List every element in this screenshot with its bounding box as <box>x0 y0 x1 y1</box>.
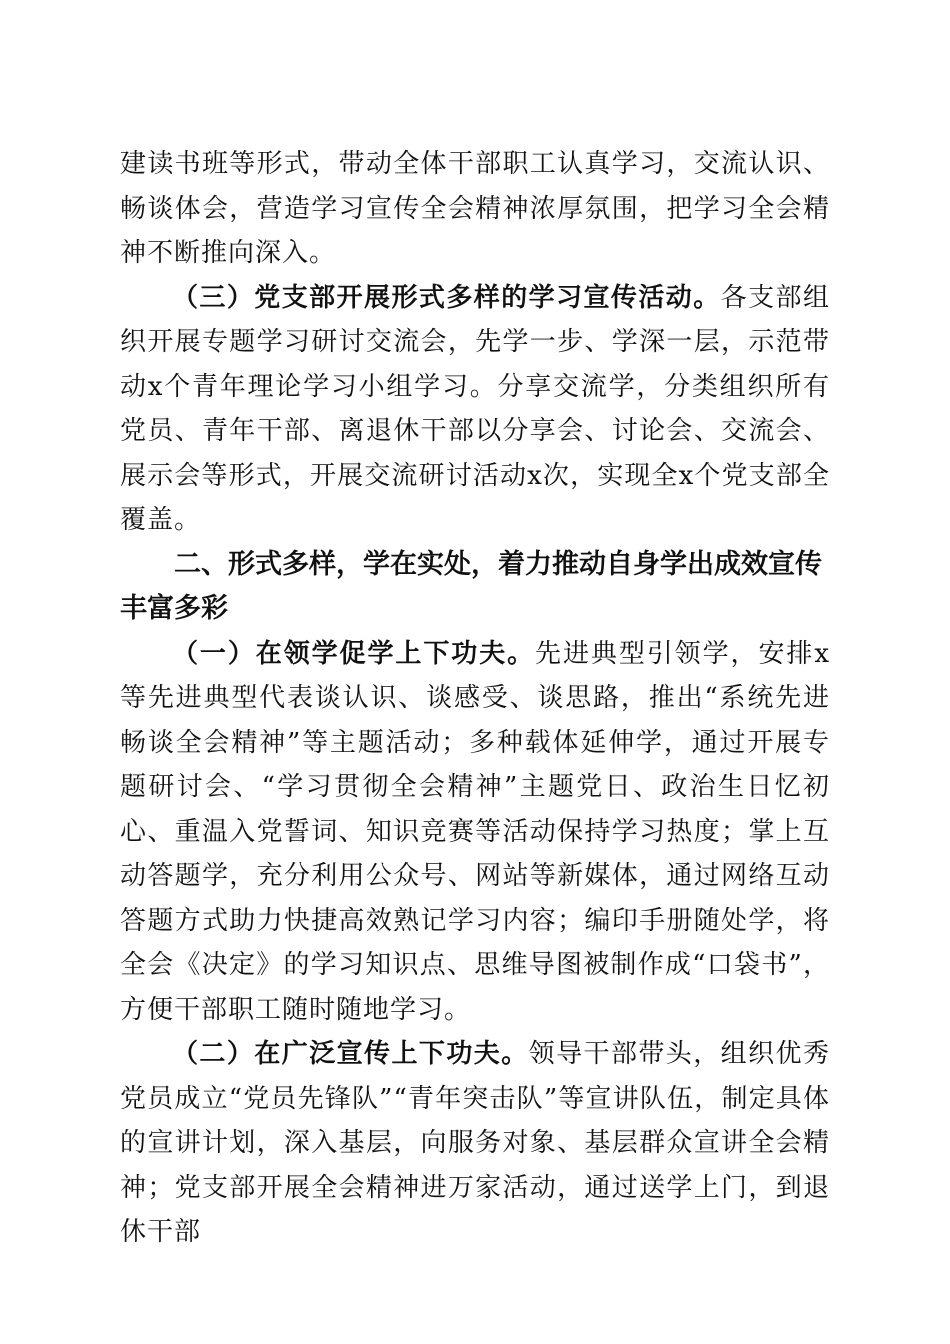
section-heading: 二、形式多样，学在实处，着力推动自身学出成效宣传丰富多彩 <box>120 548 822 624</box>
paragraph-lead: （二）在广泛宣传上下功夫。 <box>172 1039 529 1069</box>
paragraph-text: 先进典型引领学，安排x等先进典型代表谈认识、谈感受、谈思路，推出“系统先进畅谈全会精神”等主题活动；多种载体延伸学，通过开展专题研讨会、“学习贯彻全会精神”主题党日、政治生日忆初心、重温入党誓词、知识竞赛等活动保持学习热度；掌上互动答题学，充分利用公众号、网站等新媒体，通过网络互动答题方式助力快捷高效熟记学习内容；编印手册随处学，将全会《决定》的学习知识点、思维导图被制作成“口袋书”，方便干部职工随时随地学习。 <box>120 638 830 1025</box>
paragraph-lead: （三）党支部开展形式多样的学习宣传活动。 <box>172 282 721 313</box>
paragraph-lead: （一）在领学促学上下功夫。 <box>172 638 536 669</box>
paragraph-text: 建读书班等形式，带动全体干部职工认真学习，交流认识、畅谈体会，营造学习宣传全会精神浓厚氛围，把学习全会精神不断推向深入。 <box>120 149 830 268</box>
paragraph-continued <box>120 142 830 276</box>
paragraph-text: 领导干部带头，组织优秀党员成立“党员先锋队”“青年突击队”等宣讲队伍，制定具体的宣讲计划，深入基层，向服务对象、基层群众宣讲全会精神；党支部开展全会精神进万家活动，通过送学上门，到退休干部 <box>120 1039 830 1247</box>
document-body <box>120 142 830 1255</box>
paragraph-text: 各支部组织开展专题学习研讨交流会，先学一步、学深一层，示范带动x个青年理论学习小组学习。分享交流学，分类组织所有党员、青年干部、离退休干部以分享会、讨论会、交流会、展示会等形式，开展交流研讨活动x次，实现全x个党支部全覆盖。 <box>120 282 830 535</box>
paragraph-section-1 <box>120 632 830 1033</box>
paragraph-section-3 <box>120 276 830 543</box>
paragraph-section-2 <box>120 1032 830 1255</box>
